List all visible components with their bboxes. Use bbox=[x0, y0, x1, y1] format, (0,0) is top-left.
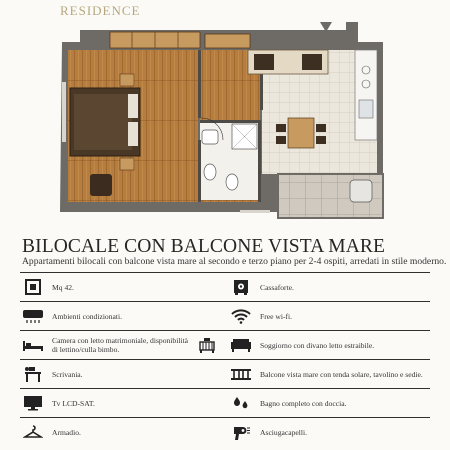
feature-text: Scrivania. bbox=[52, 369, 83, 379]
feature-cell bbox=[20, 360, 220, 388]
feature-text: Soggiorno con divano letto estraibile. bbox=[260, 340, 375, 350]
feature-row bbox=[20, 330, 430, 359]
feature-text: Cassaforte. bbox=[260, 282, 294, 292]
feature-text: Tv LCD-SAT. bbox=[52, 398, 95, 408]
feature-cell bbox=[228, 302, 430, 330]
desk-icon bbox=[20, 363, 46, 385]
air-conditioner-icon bbox=[20, 305, 46, 327]
floor-area-icon bbox=[20, 276, 46, 298]
feature-cell bbox=[20, 273, 220, 301]
feature-cell bbox=[228, 331, 430, 359]
brand-header bbox=[0, 0, 450, 24]
feature-cell bbox=[228, 360, 430, 388]
feature-text: Free wi-fi. bbox=[260, 311, 293, 321]
balcony-icon bbox=[228, 363, 254, 385]
feature-row bbox=[20, 272, 430, 301]
feature-row bbox=[20, 388, 430, 417]
feature-cell bbox=[20, 389, 220, 417]
brand-name: RESIDENCE bbox=[60, 3, 141, 18]
crib-icon bbox=[194, 334, 220, 356]
feature-text: Asciugacapelli. bbox=[260, 427, 308, 437]
feature-cell bbox=[228, 389, 430, 417]
feature-cell bbox=[228, 418, 430, 446]
features-table bbox=[20, 272, 430, 450]
feature-cell bbox=[20, 331, 220, 359]
hairdryer-icon bbox=[228, 421, 254, 443]
floor-plan-drawing bbox=[50, 22, 385, 232]
tv-icon bbox=[20, 392, 46, 414]
feature-cell bbox=[20, 302, 220, 330]
safe-icon bbox=[228, 276, 254, 298]
feature-cell bbox=[228, 273, 430, 301]
feature-row bbox=[20, 417, 430, 446]
feature-text: Balcone vista mare con tenda solare, tavolino e sedie. bbox=[260, 369, 423, 379]
shower-drops-icon bbox=[228, 392, 254, 414]
wardrobe-hanger-icon bbox=[20, 421, 46, 443]
page-subtitle: Appartamenti bilocali con balcone vista mare al secondo e terzo piano per 2-4 ospiti, arredati in stile moderno. bbox=[22, 256, 447, 267]
feature-row bbox=[20, 359, 430, 388]
feature-cell bbox=[20, 418, 220, 446]
feature-text: Camera con letto matrimoniale, disponibilità di lettino/culla bimbo. bbox=[52, 336, 189, 354]
page-title: BILOCALE CON BALCONE VISTA MARE bbox=[22, 236, 386, 257]
feature-text: Mq 42. bbox=[52, 282, 74, 292]
wifi-icon bbox=[228, 305, 254, 327]
feature-text: Armadio. bbox=[52, 427, 81, 437]
feature-text: Bagno completo con doccia. bbox=[260, 398, 347, 408]
bed-icon bbox=[20, 334, 46, 356]
feature-text: Ambienti condizionati. bbox=[52, 311, 123, 321]
feature-row bbox=[20, 301, 430, 330]
floor-plan bbox=[50, 22, 385, 232]
sofa-bed-icon bbox=[228, 334, 254, 356]
